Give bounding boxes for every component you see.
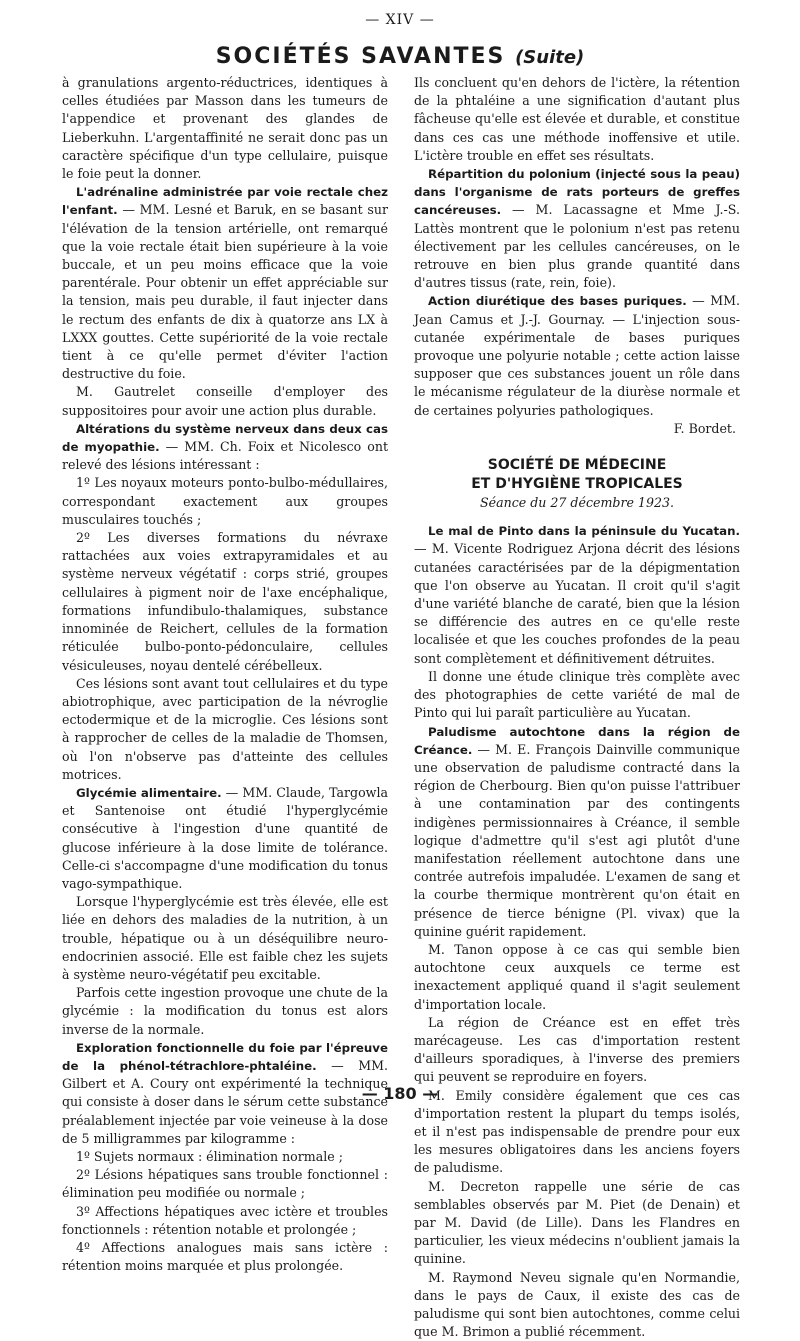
paragraph-body: — M. E. François Dainville communique une observation de paludisme contracté dans la région de Cherbourg. Bien qu'on puisse l'attribuer à une contamination par des contingents indigènes permissionnaires à Créance, il semble logique d'admettre qu'il s'est agi plutôt d'une manifestation réellement autochtone dans une contrée autrefois impaludée. L'examen de sang et la courbe thermique montrèrent qu'on était en présence de tierce bénigne (Pl. vivax) que la quinine guérit rapidement. — [414, 741, 740, 939]
paragraph: M. Emily considère également que ces cas d'importation restent la plupart du temps isolés, et il n'est pas indispensable de prendre pour eux les mesures obligatoires dans les anciens foyers de paludisme. — [414, 1087, 740, 1176]
paragraph: La région de Créance est en effet très marécageuse. Les cas d'importation restent d'ailleurs sporadiques, à l'inverse des premiers qui peuvent se reproduire en foyers. — [414, 1014, 740, 1085]
paragraph: Il donne une étude clinique très complète avec des photographies de cette variété de mal de Pinto qui lui paraît particulière au Yucatan. — [414, 668, 740, 721]
paragraph-body: — MM. Lesné et Baruk, en se basant sur l'élévation de la tension artérielle, ont remarqué que la voie rectale était bien supérieure à la voie buccale, et un peu moins efficace que la voie parentérale. Pour obtenir un effet appréciable sur la tension, mais peu durable, il faut injecter dans le rectum des enfants de dix à quatorze ans LX à LXXX gouttes. Cette supériorité de la voie rectale tient à ce qu'elle permet d'éviter l'action destructive du foie. — [62, 202, 388, 382]
paragraph — [414, 723, 740, 941]
paragraph-body: — MM. Gilbert et A. Coury ont expérimenté la technique qui consiste à doser dans le sérum cette substance préalablement injectée par voie veineuse à la dose de 5 milligrammes par kilogramme : — [62, 1057, 388, 1146]
paragraph-body: — MM. Jean Camus et J.-J. Gournay. — L'injection sous-cutanée expérimentale de bases puriques provoque une polyurie notable ; cette action laisse supposer que ces substances jouent un rôle dans le mécanisme régulateur de la diurèse normale et de certaines polyuries pathologiques. — [414, 293, 740, 418]
section-heading: Paludisme autochtone dans la région de Créance. — [414, 724, 740, 757]
paragraph-body: — MM. Ch. Foix et Nicolesco ont relevé des lésions intéressant : — [62, 439, 389, 473]
society-heading-line: ET D'HYGIÈNE TROPICALES — [471, 476, 683, 493]
society-heading — [414, 456, 740, 494]
paragraph-body: — M. Vicente Rodriguez Arjona décrit des lésions cutanées caractérisées par de la dépigmentation que l'on observe au Yucatan. Il croit qu'il s'agit d'une variété blanche de caraté, bien que la lésion se différencie des autres en ce qu'elle reste localisée et que les couches profondes de la peau sont complètement et définitivement détruites. — [414, 541, 740, 666]
section-heading: Exploration fonctionnelle du foie par l'épreuve de la phénol-tétrachlore-phtaléine. — [62, 1040, 388, 1073]
paragraph: Parfois cette ingestion provoque une chute de la glycémie : la modification du tonus est alors inverse de la normale. — [62, 985, 388, 1037]
section-heading: Le mal de Pinto dans la péninsule du Yucatan. — [428, 524, 740, 539]
list-item: 1º Sujets normaux : élimination normale ; — [76, 1148, 343, 1164]
paragraph-body: — M. Lacassagne et Mme J.-S. Lattès montrent que le polonium n'est pas retenu électivement par les cellules cancéreuses, on le retrouve en bien plus grande quantité dans d'autres tissus (rate, rein, foie). — [414, 202, 740, 291]
title-suffix: (Suite) — [515, 47, 585, 68]
paragraph: M. Decreton rappelle une série de cas semblables observés par M. Piet (de Denain) et par M. David (de Lille). Dans les Flandres en particulier, les vieux médecins n'oublient jamais la quinine. — [414, 1178, 740, 1267]
paragraph — [414, 165, 740, 292]
list-item: 3º Affections hépatiques avec ictère et troubles fonctionnels : rétention notable et prolongée ; — [62, 1203, 388, 1237]
paragraph: Ils concluent qu'en dehors de l'ictère, la rétention de la phtaléine a une signification d'autant plus fâcheuse qu'elle est élevée et durable, et constitue dans ces cas une méthode inoffensive et utile. L'ictère trouble en effet ses résultats. — [414, 75, 740, 163]
title-main: SOCIÉTÉS SAVANTES — [215, 44, 506, 69]
paragraph: Lorsque l'hyperglycémie est très élevée, elle est liée en dehors des maladies de la nutrition, à un trouble, hépatique ou à un déséquilibre neuro-endocrinien associé. Elle est faible chez les sujets à système neuro-végétatif peu excitable. — [62, 894, 388, 982]
paragraph: à granulations argento-réductrices, identiques à celles étudiées par Masson dans les tumeurs de l'appendice et provenant des glandes de Lieberkuhn. L'argentaffinité ne serait donc pas un caractère spécifique d'un type cellulaire, puisque le foie peut la donner. — [62, 75, 388, 182]
page-roman-header: — XIV — — [365, 12, 435, 28]
page-title — [0, 44, 800, 69]
section-heading: Altérations du système nerveux dans deux cas de myopathie. — [62, 421, 388, 455]
paragraph: M. Gautrelet conseille d'employer des suppositoires pour avoir une action plus durable. — [62, 384, 388, 418]
list-item: 2º Les diverses formations du névraxe rattachées aux voies extrapyramidales et au système nerveux végétatif : corps strié, groupes cellulaires à pigment noir de l'axe encéphalique, formations infundibulo-thalamiques, substance innominée de Reichert, cellules de la formation réticulée bulbo-ponto-pédonculaire, cellules vésiculeuses, noyau dentelé cérébelleux. — [62, 530, 388, 673]
section-heading: Glycémie alimentaire. — [76, 785, 222, 800]
paragraph-body: — MM. Claude, Targowla et Santenoise ont étudié l'hyperglycémie consécutive à l'ingestion d'une quantité de glucose inférieure à la dose limite de tolérance. Celle-ci s'accompagne d'une modification du tonus vago-sympathique. — [62, 784, 388, 891]
author-signature: F. Bordet. — [673, 420, 736, 436]
session-date: Séance du 27 décembre 1923. — [480, 495, 674, 511]
society-heading-line: SOCIÉTÉ DE MÉDECINE — [487, 457, 667, 474]
paragraph — [62, 784, 388, 893]
paragraph: M. Tanon oppose à ce cas qui semble bien autochtone ceux auxquels ce terme est inexactement appliqué quand il s'agit seulement d'importation locale. — [414, 941, 740, 1012]
paragraph: Ces lésions sont avant tout cellulaires et du type abiotrophique, avec participation de la névroglie ectodermique et de la microglie. Ces lésions sont à rapprocher de celles de la maladie de Thomsen, où l'on n'observe pas d'atteinte des cellules motrices. — [62, 675, 388, 782]
paragraph: M. Raymond Neveu signale qu'en Normandie, dans le pays de Caux, il existe des cas de paludisme qui sont bien autochtones, comme celui que M. Brimon a publié récemment. — [414, 1269, 740, 1340]
section-heading: Répartition du polonium (injecté sous la peau) dans l'organisme de rats porteurs de greffes cancéreuses. — [414, 167, 740, 218]
list-item: 4º Affections analogues mais sans ictère : rétention moins marquée et plus prolongée. — [62, 1240, 388, 1274]
right-column — [414, 74, 740, 1341]
section-heading: L'adrénaline administrée par voie rectale chez l'enfant. — [62, 185, 388, 218]
section-heading: Action diurétique des bases puriques. — [428, 294, 687, 309]
list-item: 1º Les noyaux moteurs ponto-bulbo-médullaires, correspondant exactement aux groupes musculaires touchés ; — [62, 475, 388, 527]
paragraph — [62, 420, 388, 475]
page-number: — 180 — — [361, 1084, 439, 1103]
paragraph — [62, 183, 388, 383]
paragraph — [414, 292, 740, 419]
paragraph — [414, 522, 740, 668]
list-item: 2º Lésions hépatiques sans trouble fonctionnel : élimination peu modifiée ou normale ; — [62, 1167, 388, 1201]
